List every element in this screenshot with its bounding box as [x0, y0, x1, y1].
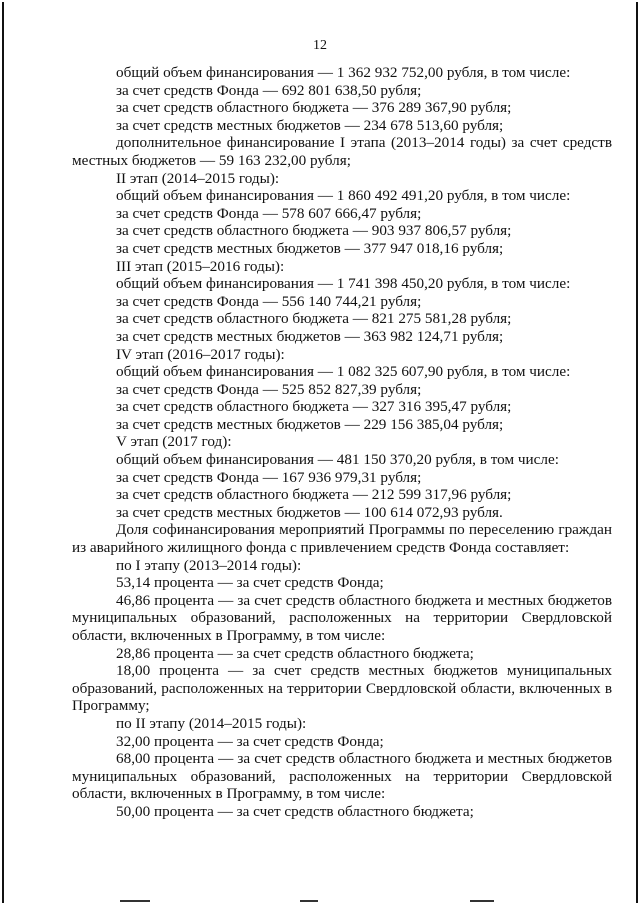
stage-local-line: за счет средств местных бюджетов — 363 982 124,71 рубля;: [116, 327, 504, 345]
stage-title: II этап (2014–2015 годы):: [116, 169, 280, 187]
stage1-regional-line: за счет средств областного бюджета — 376 289 367,90 рубля;: [116, 99, 512, 117]
stage-regional-line: за счет средств областного бюджета — 821 275 581,28 рубля;: [116, 310, 512, 328]
share-stage1-label: по I этапу (2013–2014 годы):: [116, 556, 302, 574]
scan-edge-marks: [0, 898, 640, 902]
stage-regional-line: за счет средств областного бюджета — 212 599 317,96 рубля;: [116, 486, 512, 504]
stage1-local-line: за счет средств местных бюджетов — 234 678 513,60 рубля;: [116, 116, 504, 134]
share-stage1-regional: 28,86 процента — за счет средств областного бюджета;: [116, 644, 474, 662]
stage1-total-line: общий объем финансирования — 1 362 932 752,00 рубля, в том числе:: [116, 64, 571, 81]
stage-total-line: общий объем финансирования — 1 860 492 491,20 рубля, в том числе:: [116, 187, 571, 205]
stage-fund-line: за счет средств Фонда — 525 852 827,39 рубля;: [116, 380, 422, 398]
share-stage2-label: по II этапу (2014–2015 годы):: [116, 714, 307, 732]
scan-mark: [470, 900, 494, 902]
stage-title: V этап (2017 год):: [116, 433, 232, 451]
stage-regional-line: за счет средств областного бюджета — 903 937 806,57 рубля;: [116, 222, 512, 240]
cofinancing-share-intro: Доля софинансирования мероприятий Программы по переселению граждан из аварийного жилищного фонда с привлечением средств Фонда составляет:: [72, 521, 612, 557]
stage-title: IV этап (2016–2017 годы):: [116, 345, 285, 363]
stage-total-line: общий объем финансирования — 481 150 370,20 рубля, в том числе:: [116, 451, 559, 469]
additional-financing-paragraph: дополнительное финансирование I этапа (2013–2014 годы) за счет средств местных бюджетов — 59 163 232,00 рубля;: [72, 134, 612, 169]
stage-fund-line: за счет средств Фонда — 578 607 666,47 рубля;: [116, 204, 422, 222]
stage1-fund-line: за счет средств Фонда — 692 801 638,50 рубля;: [116, 81, 422, 99]
share-stage2-fund: 32,00 процента — за счет средств Фонда;: [116, 732, 384, 750]
stage-local-line: за счет средств местных бюджетов — 377 947 018,16 рубля;: [116, 239, 504, 257]
stage-total-line: общий объем финансирования — 1 741 398 450,20 рубля, в том числе:: [116, 275, 571, 293]
share-stage1-fund: 53,14 процента — за счет средств Фонда;: [116, 574, 384, 592]
share-stage1-budgets: 46,86 процента — за счет средств областного бюджета и местных бюджетов муниципальных образований, расположенных на территории Свердловской области, включенных в Программу, в том числе:: [72, 591, 612, 644]
stage-total-line: общий объем финансирования — 1 082 325 607,90 рубля, в том числе:: [116, 363, 571, 381]
share-stage1-local: 18,00 процента — за счет средств местных бюджетов муниципальных образований, расположенных на территории Свердловской области, включенных в Программу;: [72, 662, 612, 715]
scan-mark: [300, 900, 318, 902]
stage-local-line: за счет средств местных бюджетов — 229 156 385,04 рубля;: [116, 415, 504, 433]
share-stage2-budgets: 68,00 процента — за счет средств областного бюджета и местных бюджетов муниципальных образований, расположенных на территории Свердловской области, включенных в Программу, в том числе:: [72, 750, 612, 803]
page-number: 12: [313, 38, 327, 53]
document-body: [72, 64, 612, 821]
scan-mark: [120, 900, 150, 902]
stage-regional-line: за счет средств областного бюджета — 327 316 395,47 рубля;: [116, 398, 512, 416]
stage-local-line: за счет средств местных бюджетов — 100 614 072,93 рубля.: [116, 503, 503, 521]
stage-fund-line: за счет средств Фонда — 167 936 979,31 рубля;: [116, 468, 422, 486]
stage-fund-line: за счет средств Фонда — 556 140 744,21 рубля;: [116, 292, 422, 310]
stage-title: III этап (2015–2016 годы):: [116, 257, 285, 275]
share-stage2-regional: 50,00 процента — за счет средств областного бюджета;: [116, 802, 474, 820]
